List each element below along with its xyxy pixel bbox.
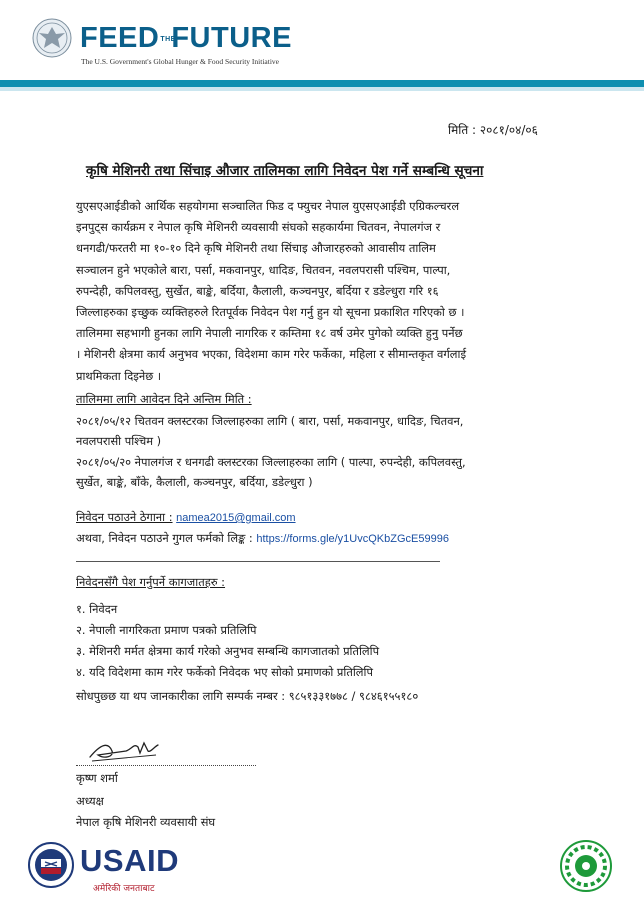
notice-title: कृषि मेशिनरी तथा सिंचाइ औजार तालिमका लागि निवेदन पेश गर्ने सम्बन्धि सूचना (86, 163, 484, 179)
body-line: । मेशिनरी क्षेत्रमा कार्य अनुभव भएका, विदेशमा काम गरेर फर्केका, महिला र सीमान्तकृत वर्गलाई (76, 347, 467, 362)
body-line: धनगढी/फरतरी मा १०-१० दिने कृषि मेशिनरी तथा सिंचाइ औजारहरुको आवासीय तालिम (76, 241, 436, 256)
documents-heading: निवेदनसँगै पेश गर्नुपर्ने कागजातहरु : (76, 575, 226, 589)
tagline: The U.S. Government's Global Hunger & Food Security Initiative (81, 57, 279, 66)
divider (76, 561, 440, 562)
signatory-role: अध्यक्ष (76, 794, 104, 808)
usaid-subtitle: अमेरिकी जनताबाट (93, 884, 155, 894)
document-item: १. निवेदन (76, 602, 118, 616)
body-line: जिल्लाहरुका इच्छुक व्यक्तिहरुले रितपूर्वक निवेदन पेश गर्नु हुन यो सूचना प्रकाशित गरिएको छ । (76, 305, 465, 320)
body-line: इनपुट्स कार्यक्रम र नेपाल कृषि मेशिनरी व्यवसायी संघको सहकार्यमा चितवन, नेपालगंज र (76, 220, 441, 235)
document-item: २. नेपाली नागरिकता प्रमाण पत्रको प्रतिलिपि (76, 623, 257, 637)
deadline-line: २०८१/०५/२० नेपालगंज र धनगढी क्लस्टरका जिल्लाहरुका लागि ( पाल्पा, रुपन्देही, कपिलवस्तु, (76, 455, 466, 469)
signature-icon (86, 731, 166, 765)
body-line: सञ्चालन हुने भएकोले बारा, पर्सा, मकवानपुर, धादिङ, चितवन, नवलपरासी पश्चिम, पाल्पा, (76, 262, 451, 277)
letterhead (0, 0, 644, 82)
notice-body (76, 196, 584, 387)
body-line: रुपन्देही, कपिलवस्तु, सुर्खेत, बाङ्के, बर्दिया, कैलाली, कञ्चनपुर, बर्दिया र डडेल्धुरा गरि १६ (76, 283, 439, 298)
document-item: ४. यदि विदेशमा काम गरेर फर्केको निवेदक भए सोको प्रमाणको प्रतिलिपि (76, 665, 373, 679)
address-row (76, 510, 296, 525)
address-label: निवेदन पठाउने ठेगाना : (76, 510, 173, 524)
deadline-heading: तालिममा लागि आवेदन दिने अन्तिम मिति : (76, 392, 252, 406)
body-line: प्राथमिकता दिइनेछ । (76, 368, 162, 383)
association-logo-icon (560, 840, 612, 892)
us-seal-icon (32, 18, 72, 58)
signatory-name: कृष्ण शर्मा (76, 771, 118, 785)
email-link[interactable]: namea2015@gmail.com (176, 512, 296, 524)
body-line: युएसएआईडीको आर्थिक सहयोगमा सञ्चालित फिड द फ्युचर नेपाल युएसएआईडी एग्रिकल्चरल (76, 199, 460, 213)
body-line: तालिममा सहभागी हुनका लागि नेपाली नागरिक र कम्तिमा १८ वर्ष उमेर पुगेको व्यक्ति हुनु पर्नेछ (76, 326, 463, 341)
deadline-line: सुर्खेत, बाङ्के, बाँके, कैलाली, कञ्चनपुर, बर्दिया, डडेल्धुरा ) (76, 475, 313, 489)
deadline-line: नवलपरासी पश्चिम ) (76, 434, 162, 448)
signatory-org: नेपाल कृषि मेशिनरी व्यवसायी संघ (76, 815, 216, 829)
notice-date: मिति : २०८१/०४/०६ (448, 123, 538, 137)
form-row (76, 531, 449, 546)
feed-the-future-logo: FEEDTHEFUTURE (80, 22, 292, 54)
form-label: अथवा, निवेदन पठाउने गुगल फर्मको लिङ्क : (76, 531, 253, 545)
header-rule (0, 80, 644, 87)
usaid-seal-icon (28, 842, 74, 888)
document-item: ३. मेशिनरी मर्मत क्षेत्रमा कार्य गरेको अनुभव सम्बन्धि कागजातको प्रतिलिपि (76, 644, 380, 658)
deadline-line: २०८१/०५/१२ चितवन क्लस्टरका जिल्लाहरुका लागि ( बारा, पर्सा, मकवानपुर, धादिङ, चितवन, (76, 414, 464, 428)
header-rule-light (0, 87, 644, 91)
google-form-link[interactable]: https://forms.gle/y1UvcQKbZGcE59996 (256, 533, 449, 545)
usaid-logo: USAID (80, 843, 179, 878)
signature-line (76, 765, 256, 766)
contact-line: सोधपुछ्छ या थप जानकारीका लागि सम्पर्क नम्बर : ९८५१३३१७७८ / ९८४६१५५१८० (76, 689, 419, 703)
